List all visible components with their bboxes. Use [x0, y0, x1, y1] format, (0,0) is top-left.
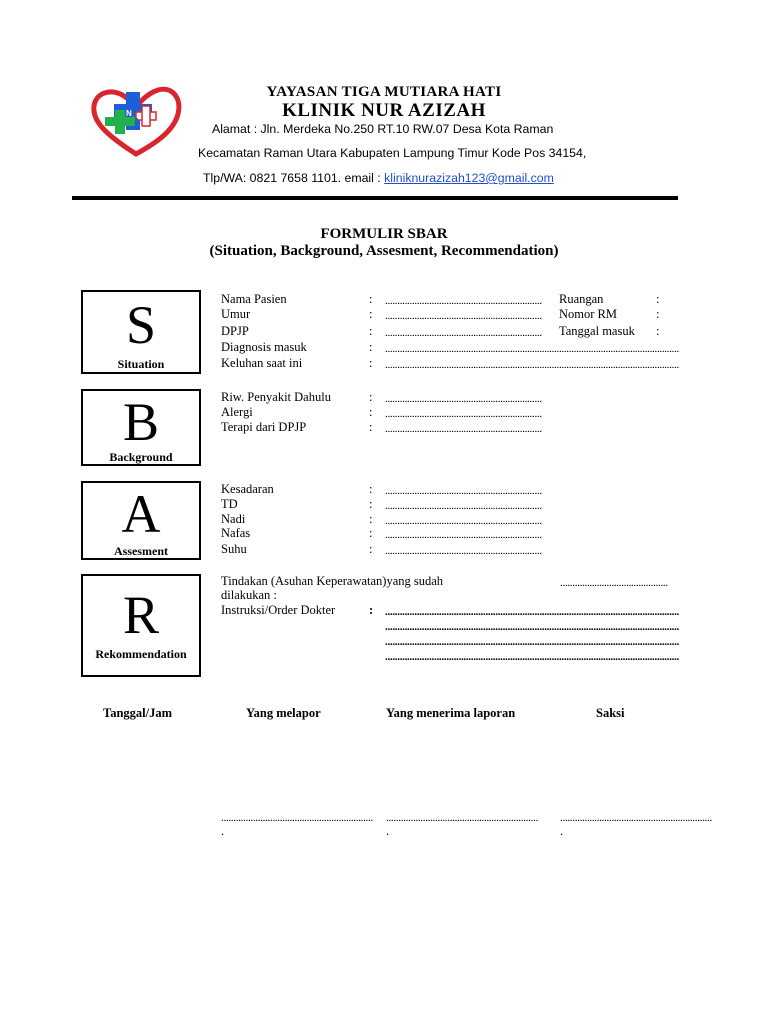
label-alergi: Alergi [221, 405, 253, 419]
field-instruksi-line-3[interactable]: ........................................................................................................................ [385, 636, 680, 648]
field-instruksi-line-4[interactable]: ........................................................................................................................ [385, 651, 680, 663]
label-suhu: Suhu [221, 542, 247, 556]
field-instruksi-line-2[interactable]: ........................................................................................................................ [385, 621, 680, 633]
contact-line [203, 171, 554, 185]
signature-line-melapor[interactable]: .............................................................. [221, 812, 373, 824]
recommendation-box [81, 574, 201, 677]
colon: : [369, 292, 373, 306]
background-caption: Background [109, 450, 173, 464]
colon: : [369, 420, 373, 434]
svg-text:A: A [134, 117, 140, 126]
address-line-1: Alamat : Jln. Merdeka No.250 RT.10 RW.07 Desa Kota Raman [212, 122, 554, 136]
header-saksi: Saksi [596, 706, 625, 720]
colon: : [369, 405, 373, 419]
header-tanggal-jam: Tanggal/Jam [103, 706, 173, 720]
assessment-caption: Assesment [114, 544, 168, 558]
situation-box [81, 290, 201, 374]
field-dpjp[interactable]: ................................................................ [385, 327, 542, 339]
header-yang-melapor: Yang melapor [246, 706, 321, 720]
label-ruangan: Ruangan [559, 292, 604, 306]
label-riw-penyakit: Riw. Penyakit Dahulu [221, 390, 331, 404]
contact-prefix: Tlp/WA: 0821 7658 1101. email : [203, 171, 385, 185]
svg-text:N: N [126, 109, 132, 118]
label-tanggal-masuk: Tanggal masuk [559, 324, 635, 338]
label-tindakan: Tindakan (Asuhan Keperawatan)yang sudah [221, 574, 444, 588]
colon: : [369, 512, 373, 526]
situation-letter: S [125, 295, 157, 355]
field-nafas[interactable]: ................................................................ [385, 529, 542, 541]
field-td[interactable]: ................................................................ [385, 500, 542, 512]
signature-line-saksi[interactable]: .............................................................. [560, 812, 712, 824]
colon: : [369, 542, 373, 556]
header-divider [72, 196, 678, 200]
colon: : [369, 390, 373, 404]
colon: : [656, 292, 660, 306]
field-riw-penyakit[interactable]: ................................................................ [385, 393, 542, 405]
label-diagnosis-masuk: Diagnosis masuk [221, 340, 307, 354]
assessment-box [81, 481, 201, 560]
signature-line-menerima[interactable]: .............................................................. [386, 812, 538, 824]
field-tindakan[interactable]: ............................................ [560, 577, 668, 589]
field-terapi[interactable]: ................................................................ [385, 423, 542, 435]
field-umur[interactable]: ................................................................ [385, 310, 542, 322]
field-kesadaran[interactable]: ................................................................ [385, 485, 542, 497]
field-alergi[interactable]: ................................................................ [385, 408, 542, 420]
label-kesadaran: Kesadaran [221, 482, 274, 496]
colon: : [369, 526, 373, 540]
form-title: FORMULIR SBAR [320, 226, 448, 242]
background-box [81, 389, 201, 466]
label-nafas: Nafas [221, 526, 251, 540]
colon: : [656, 324, 660, 338]
label-terapi: Terapi dari DPJP [221, 420, 307, 434]
period: . [560, 824, 564, 838]
colon: : [369, 356, 373, 370]
address-line-2: Kecamatan Raman Utara Kabupaten Lampung Timur Kode Pos 34154, [198, 146, 587, 160]
label-umur: Umur [221, 307, 251, 321]
field-instruksi-line-1[interactable]: ........................................................................................................................ [385, 606, 680, 618]
field-keluhan[interactable]: ........................................................................................................................ [385, 359, 680, 371]
colon: : [369, 603, 374, 617]
colon: : [369, 324, 373, 338]
form-subtitle: (Situation, Background, Assesment, Recommendation) [209, 243, 559, 259]
colon: : [369, 340, 373, 354]
clinic-name: KLINIK NUR AZIZAH [282, 100, 486, 121]
header-yang-menerima: Yang menerima laporan [386, 706, 516, 720]
label-instruksi: Instruksi/Order Dokter [221, 603, 336, 617]
label-nadi: Nadi [221, 512, 246, 526]
colon: : [369, 497, 373, 511]
field-suhu[interactable]: ................................................................ [385, 545, 542, 557]
field-nadi[interactable]: ................................................................ [385, 515, 542, 527]
label-td: TD [221, 497, 238, 511]
period: . [221, 824, 225, 838]
situation-caption: Situation [117, 357, 165, 371]
assessment-letter: A [121, 484, 161, 544]
colon: : [369, 482, 373, 496]
email-link[interactable]: kliniknurazizah123@gmail.com [384, 171, 554, 185]
colon: : [656, 307, 660, 321]
label-tindakan-cont: dilakukan : [221, 588, 277, 602]
period: . [386, 824, 390, 838]
recommendation-letter: R [122, 585, 160, 645]
field-nama-pasien[interactable]: ................................................................ [385, 295, 542, 307]
field-diagnosis-masuk[interactable]: ........................................................................................................................ [385, 343, 680, 355]
background-letter: B [122, 392, 160, 452]
organization-name: YAYASAN TIGA MUTIARA HATI [266, 84, 502, 100]
label-keluhan: Keluhan saat ini [221, 356, 303, 370]
colon: : [369, 307, 373, 321]
recommendation-caption: Rekommendation [95, 647, 187, 661]
label-nama-pasien: Nama Pasien [221, 292, 287, 306]
label-nomor-rm: Nomor RM [559, 307, 617, 321]
label-dpjp: DPJP [221, 324, 249, 338]
